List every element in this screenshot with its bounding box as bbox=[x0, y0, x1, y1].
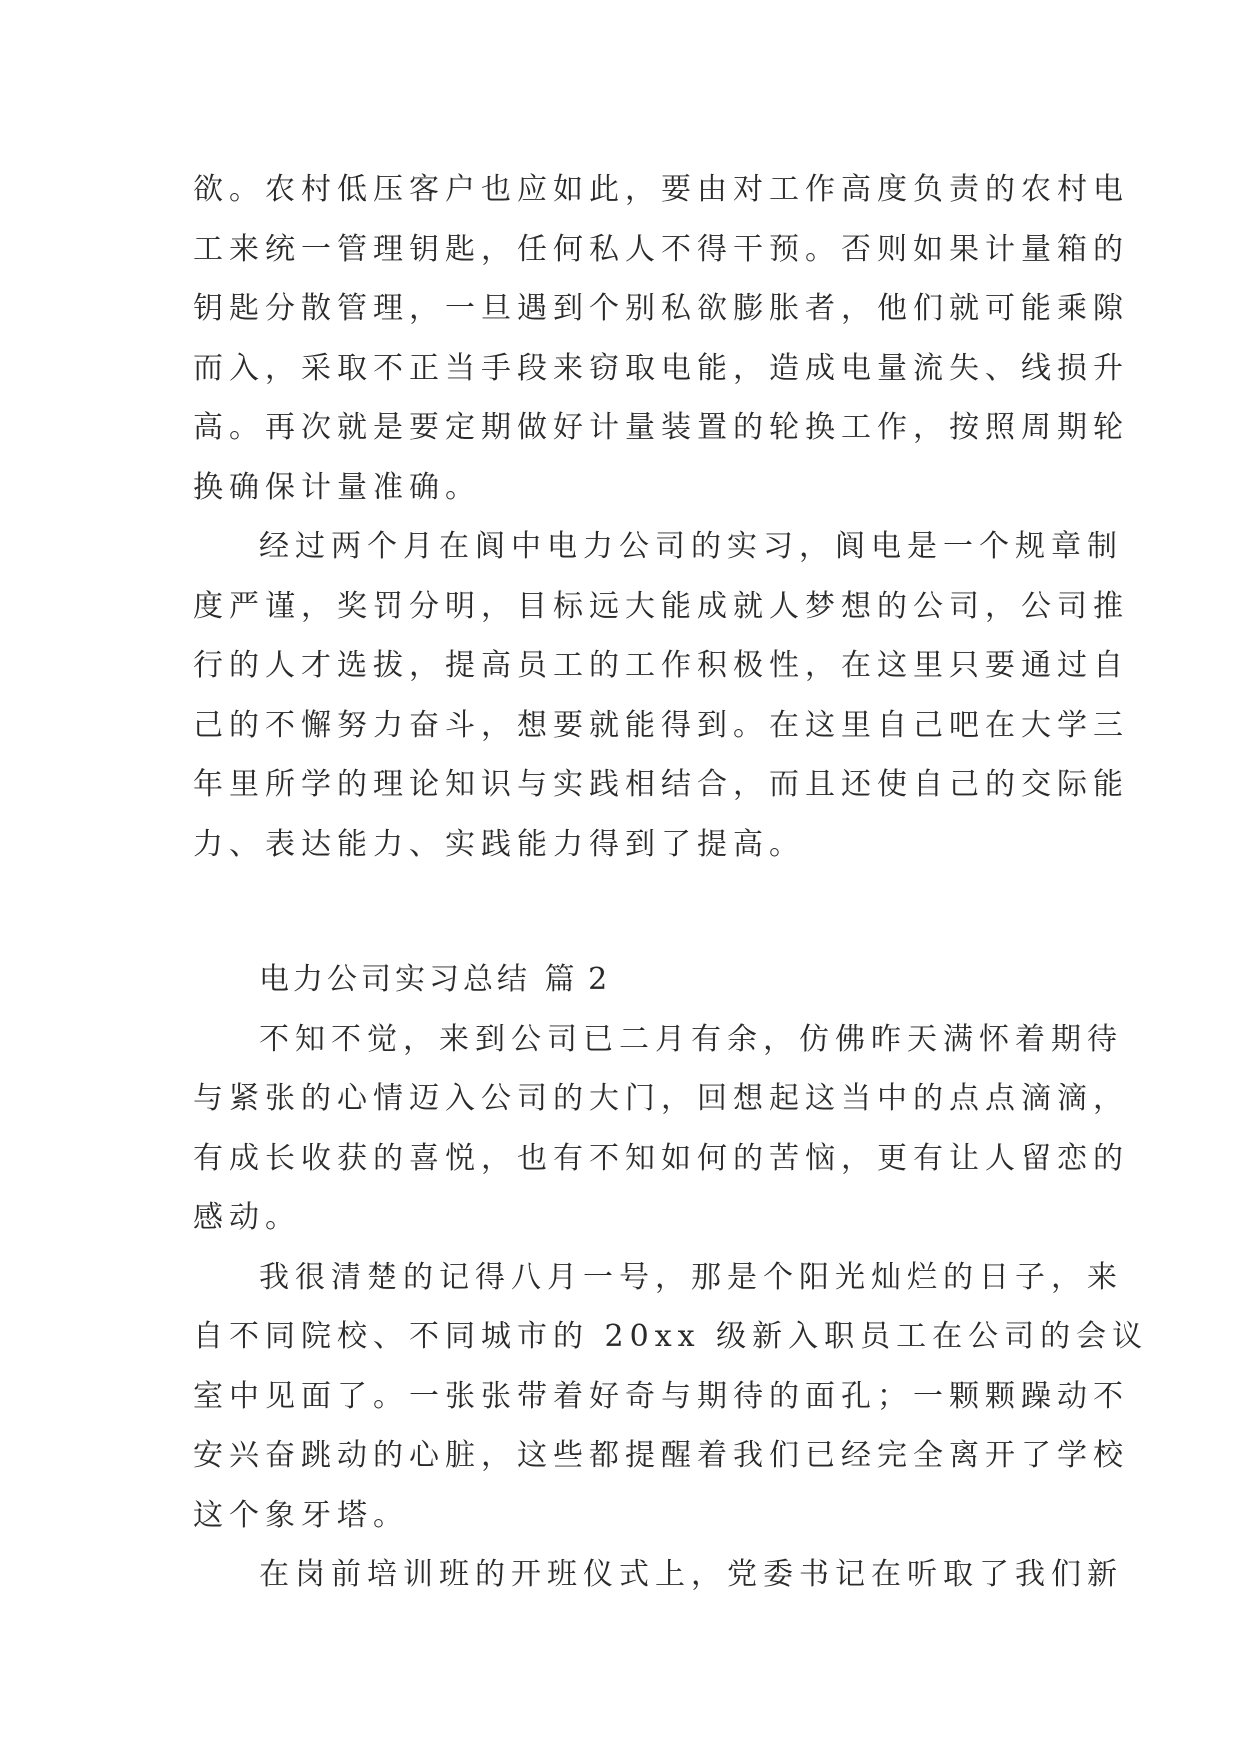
text-line: 这个象牙塔。 bbox=[193, 1497, 409, 1533]
text-line: 度严谨，奖罚分明，目标远大能成就人梦想的公司，公司推 bbox=[193, 588, 1129, 624]
text-line: 而入，采取不正当手段来窃取电能，造成电量流失、线损升 bbox=[193, 350, 1129, 386]
text-line: 工来统一管理钥匙，任何私人不得干预。否则如果计量箱的 bbox=[193, 231, 1129, 267]
text-line: 有成长收获的喜悦，也有不知如何的苦恼，更有让人留恋的 bbox=[193, 1140, 1129, 1176]
text-line: 安兴奋跳动的心脏，这些都提醒着我们已经完全离开了学校 bbox=[193, 1438, 1129, 1473]
text-line: 不知不觉，来到公司已二月有余，仿佛昨天满怀着期待 bbox=[259, 1021, 1123, 1057]
text-line: 自不同院校、不同城市的 20xx 级新入职员工在公司的会议 bbox=[193, 1319, 1149, 1354]
text-line: 经过两个月在阆中电力公司的实习，阆电是一个规章制 bbox=[259, 529, 1123, 564]
section-gap bbox=[193, 874, 1063, 950]
paragraph-5 bbox=[193, 1545, 1123, 1605]
text-line: 力、表达能力、实践能力得到了提高。 bbox=[193, 826, 805, 862]
paragraph-4 bbox=[193, 1248, 1149, 1546]
text-line: 换确保计量准确。 bbox=[193, 469, 481, 505]
text-line: 行的人才选拔，提高员工的工作积极性，在这里只要通过自 bbox=[193, 648, 1129, 683]
text-line: 与紧张的心情迈入公司的大门，回想起这当中的点点滴滴， bbox=[193, 1081, 1129, 1116]
section-heading bbox=[193, 950, 1063, 1010]
text-line: 欲。农村低压客户也应如此，要由对工作高度负责的农村电 bbox=[193, 172, 1129, 207]
text-line: 感动。 bbox=[193, 1200, 301, 1235]
section-heading-number: 篇 2 bbox=[544, 962, 610, 997]
text-line: 我很清楚的记得八月一号，那是个阳光灿烂的日子，来 bbox=[259, 1259, 1123, 1295]
document-body bbox=[193, 160, 1149, 1605]
text-line: 己的不懈努力奋斗，想要就能得到。在这里自己吧在大学三 bbox=[193, 707, 1129, 743]
text-line: 高。再次就是要定期做好计量装置的轮换工作，按照周期轮 bbox=[193, 410, 1129, 445]
text-line: 室中见面了。一张张带着好奇与期待的面孔；一颗颗躁动不 bbox=[193, 1378, 1129, 1414]
paragraph-2 bbox=[193, 517, 1129, 874]
text-line: 年里所学的理论知识与实践相结合，而且还使自己的交际能 bbox=[193, 767, 1129, 802]
text-line: 钥匙分散管理，一旦遇到个别私欲膨胀者，他们就可能乘隙 bbox=[193, 291, 1129, 326]
section-heading-title: 电力公司实习总结 bbox=[259, 962, 531, 997]
paragraph-1 bbox=[193, 160, 1129, 517]
text-line: 在岗前培训班的开班仪式上，党委书记在听取了我们新 bbox=[259, 1557, 1123, 1592]
paragraph-3 bbox=[193, 1010, 1129, 1248]
